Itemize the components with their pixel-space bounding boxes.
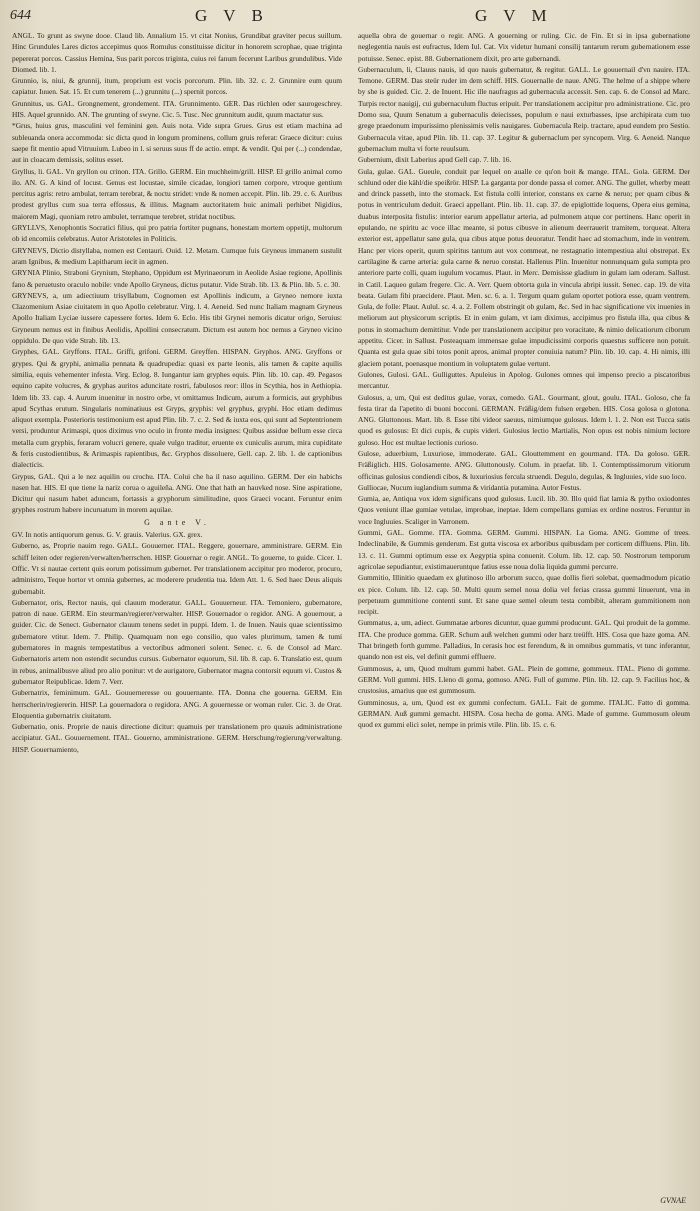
entry-gubernaculum: Gubernaculum, li, Clauus nauis, id quo nauis gubernatur, & regitur. GALL. Le gouuernail d'vn nauire. ITA. Temone. GERM. Das steür ruder im dem schiff. HIS. Gouernalle de naue. ANG. The helme of a shippe where by she is guided. Cic. 2. de Inuent. Hic ille naufragus ad gubernacula accessit. Sen. cap. 6. de Consol ad Marc. Turpis rector nauigij, cui gubernaculum fluctus eripuit. Per translationem accipitur pro administratione. Cic. pro Domo sua, Quum Senatum a gubernaculis deiecisses, populum e naui exturbasses, ipse archipirata cum tuo grege praedonum impurissimo plenissimis velis nauigares. Gubernacula Reip. tractare, apud eundem pro Sestio. Gubernacula vitae, apud Plin. lib. 11. cap. 37. Legitur & gubernaclum per syncopem. Virg. 6. Aeneid. Nanque gubernaclum multa vi forte reuulsum.: [358, 64, 690, 153]
entry-grunnitus: Grunnitus, us. GAL. Grongnement, grondement. ITA. Grunnimento. GER. Das rüchlen oder saurogeschrey. HIS. Aquel grunnido. AN. The grunting of swyne. Cic. 5. Tusc. Nec grunnitum audit, quum mactatur sus.: [12, 98, 342, 120]
entry-gummitio: Gummitio, Illinitio quaedam ex glutinoso illo arborum succo, quae dollis fieri solebat, quemadmodum picatio ex pice. Colum. lib. 12. cap. 50. Multi quum semel noua dolia vel ferias crassa gummi linuerunt, vna in perpetuum gummitione contenti sunt. Et sane quae semel oleum testa combibit, alteram gummitionem non recipit.: [358, 573, 690, 617]
entry-gulones: Gulones, Gulosi. GAL. Gulliguttes. Apuleius in Apolog. Gulones omnes qui impenso precio a piscatoribus mercantur.: [358, 369, 690, 391]
entry-gulose: Gulose, aduerbium, Luxuriose, immoderate. GAL. Glouttemment en gourmand. ITA. Da goloso. GER. Fräßiglich. HIS. Golosamente. ANG. Gluttonously. Colum. in praefat. lib. 1. Contemptissimorum vitiorum officinas gulosius condiendi cibos, & luxuriosius fercula struendi. Degulo, degulas, & Ingluuies, vide suo loco.: [358, 448, 690, 481]
entry-gula: Gula, gulae. GAL. Gueule, conduit par lequel on aualle ce qu'on boit & mange. ITAL. Gola. GERM. Der schlund oder die kähl/die speißrör. HISP. La garganta por donde passa el comer. ANG. The gullet, wherby meatt and drinck passeth, into the stomack. Est fistula colli interior, constans ex carne & neruo; per quam cibus & potus in ventriculum deduit. Graeci appellant. Plin. lib. 11. cap. 37. de epiglottide loquens, Opera eius gemina, duabus interposita fistulis: interior earum appellatur arteria, ad pulmonem atque cor pertinens. Hanc operit in epulando, ne spiritu ac voce illac meante, si potus cibusve in alienum deerrauerit tramitem, torqueat. Altera exterior est, appellatur sane gula, qua cibus atque potus deuoratur. Tendit haec ad stomachum, inde in ventrem. Hanc per vices operit, quum spiritus tantum aut vox commeat, ne restagnatio intempestiua alui obstrepat. Ex cartilagine & carne arteria: gula carne & neruo constat. Hallenus Plin. Inuenitur nonnunquam gula sumpta pro anteriore parte colli, quam iugulum vocamus. Plaut. in Merc. Demisisse gladium in gulam iam oderam. Sallust. in Catil. Laqueo gulam fregere. Cic. A. Verr. Quem obtorta gula in vincula abripi iussit. Senec. cap. 19. de vita beata. Gulam fibi praecidere. Plaut. Men. sc. 6. a. 1. Tergum quam gulam oportet potiora esse, quam ventrem. Gula, de folle: Plaut. Aulul. sc. 4. a. 2. Follem obstringit ob gulam, &c. Sed in hac significatione vix inuenies in meliorum aut physicorum scriptis. Et in enim gulam, vt iam diximus, accipimus pro fistula illa, qua cibus & potus in stomachum demittitur. Vnde per translationem accipitur pro voracitate, & nimio delicatiorum ciborum appetitu. Cicer. in Sallust. Posteaquam immensae gulae impudicissimi corporis quaestus sufficere non potuit. Quanta est gula quae sibi totos ponit apros, animal propter conuiuia natum? Plin. lib. 10. cap. 4. Hi nimis, illi glaciem potant, poenasque montium in voluptatem gulae vertunt.: [358, 166, 690, 368]
entry-gumia: Gumia, ae, Antiqua vox idem significans quod gulosus. Lucil. lib. 30. Illo quid fiat lamia & pytho oxiodontes Quos veniunt illae gumiae vetulae, improbae, ineptae. Idem compellans gumias ex ordine nostros. Feruntur in voce Ingluuies. Scaliger in Varronem.: [358, 494, 690, 526]
entry-gryphes: Gryphes, GAL. Gryffons. ITAL. Griffi, grifoni. GERM. Greyffen. HISPAN. Gryphos. ANG. Gryffons or grypes. Qui & gryphi, animalia pennata & quadrupedia: quasi ex parte leonis, alis tamen & capite aquilis similia, equis vehementer infesta. Virg. Eclog. 8. Iungantur iam gryphes equis. Plin. lib. 10. cap. 49. Pegasos equino capite volucres, & gryphas auritos aduncitate rostri, fabulosos reor: illos in Scythia, hos in Aethiopia. Idem lib. 33. cap. 4. Aurum inuenitur in nostro orbe, vt omittamus Indicum, aurum a formicis, aut gryphibus apud Scythas erutum. Singularis nominatiuus est Gryps, gryphis: vel gryphus, gryphi. Hoc etiam dedimus aliquot exempla. Posterioris testimonium est apud Plin. lib. 7. c. 2. Sed & iuxta eos, qui sunt ad Septentrionem versi, produntur Arimaspi, quos diximus vno oculo in fronte media insignes: Quibus assidue bellum esse circa metalla cum gryphis, feraram volucri genere, quale vulgo traditur, eruente ex cuniculis aurum, mira cupiditate & feris custodientibus, & Arimaspis rapientibus, &c. Gryphos dissoluere, Gell. cap. 2. lib. 1. de captionibus dialecticis.: [12, 347, 342, 470]
entry-gummi: Gummi, GAL. Gomme. ITA. Gomma. GERM. Gummi. HISPAN. La Goma. ANG. Gomme of trees. Indeclinabile, & Gummis genderum. Est gutta viscosa ex arboribus quibusdam per corticem diffluens. Plin. lib. 13. c. 11. Gummi optimum esse ex Aegyptia spina conuenit. Colum. lib. 12. cap. 50. Nostrorum temporum agricolae sepudiantur, existimaueruntque fatius esse noua dolia liquida gummi percurre.: [358, 528, 690, 571]
entry-gubernium: Gubernium, dixit Laberius apud Gell cap. 7. lib. 16.: [358, 155, 512, 165]
entry-gryneus-adj: GRYNEVS, a, um adiectiuum trisyllabum, Cognomen est Apollinis indicum, a Gryneo nemore iuxta Clazomenium Asiae ciuitatem in quo Apollo celebratur. Virg. l. 4. Aeneid. Sed nunc Italiam magnam Gryneus Apollo Italiam Lyciae iussere capessere fortes. Idem 6. Eclo. His tibi Grynei nemoris dicatur origo, Seruius: Gryneum nemus est in finibus Aeolidis, Apollini consecratum. Dictum est autem hoc nemus a Gryneo vicino oppidulo. De quo vide Strab. lib. 13.: [12, 290, 342, 346]
entry-grynia: GRYNIA Plinio, Straboni Grynium, Stephano, Oppidum est Myrinaeorum in Aeolide Asiae regione, Apollinis fano & peruetusto oraculo nobile: vnde Apollo Gryneus, dictus putatur. Vide Strab. lib. 13. & Plin. lib. 5. c. 30.: [12, 268, 342, 289]
running-header: [0, 6, 700, 26]
entry-gubernatio-cont: aquella obra de gouernar o regir. ANG. A gouerning or ruling. Cic. de Fin. Et si in ipsa gubernatione neglegentia nauis est eufractus, Idem Iul. Cat. Vix videtur humani consilij tantarum rerum gubernationem esse potuisse. Senec. epist. 88. Gubernationem dixit, pro arte gubernandi.: [358, 31, 690, 63]
entry-gummosus: Gummosus, a, um, Quod multum gummi habet. GAL. Plein de gomme, gommeux. ITAL. Pieno di gomme. GERM. Voll gummi. HIS. Lleno di goma, gomoso. ANG. Full of gumme. Plin. lib. 12. cap. 9. Facilius hoc, & crustosius, amarius que est gummosum.: [358, 663, 690, 696]
entry-gulliocae: Gulliocae, Nucum iuglandium summa & viridantia putamina. Autor Festus.: [358, 482, 582, 492]
entry-gubernator: Gubernator, oris, Rector nauis, qui clauum moderatur. GALL. Gouuerneur. ITA. Temoniero, gubernatore, patron di naue. GERM. Ein steurman/regierer/verwalter. HISP. Gouernador o regidor. ANG. A gouernour, a guider. Cic. de Senect. Gubernator clauum tenens sedet in puppi. Idem. 1. de Inuen. Nauis quae scientissimo gubernatore vtitur. Idem. 7. Philip. Quamquam non ego consilio, quo vales plurimum, tamen & tumi gubernatores in magnis tempestatibus a vectoribus admoneri solent. Senec. c. 6. de Consol ad Marc. Gubernatoris artem non ostendit secundus cursus. Gubernator equorum, Sil. lib. 8. cap. 6. Translatio est, quum in rebus, animalibusve aliud pro alio ponitur: vt de aurigatore, Gubernator magna contorsit equum vi. Custos & gubernator Reipublicae. Idem 7. Verr.: [12, 597, 342, 686]
entry-grypus: Grypus, GAL. Qui a le nez aquilin ou crochu. ITA. Colui che ha il naso aquilino. GERM. Der ein habichs nasen hat. HIS. El que tiene la nariz corua o aguileña. ANG. One that hath an hauvked nose. Sine aspiratione, Dicitur qui nasum habet aduncum, fortassis a gryphorum similitudine, quos Graeci vocant. Feruntur enim gryphes rostrum habere incuruatum in morem aquilae.: [12, 471, 342, 515]
entry-gryneus: GRYNEVS, Dictio distyllaba, nomen est Centauri. Ouid. 12. Metam. Cumque fuis Gryneus immanem sustulit aram Ignibus, & medium Lapitharum iecit in agmen.: [12, 245, 342, 266]
entry-gryllus: Gryllus, li. GAL. Vn gryllon ou crinon. ITA. Grillo. GERM. Ein muchheim/grill. HISP. El grillo animal como ilo. AN. G. A kind of locust. Genus est locustae, simile cicadae, longiori tamen corpore, vtroque gentium percitus agris: retro ambulat, terram terebrat, & noctu stridet: vnde & nomen accepit. Plin. lib. 29. c. 6. Auribus prodest gryllus cum sua terra effossus, & illitus. Magnam auctoritatem huic animali perhibet Nigidius, maiorem Magi, quoniam retro ambulet, terramque terebret, stridat noctibus.: [12, 166, 342, 221]
entry-grus: *Grus, huius grus, masculini vel feminini gen. Auis nota. Vide supra Grues. Grus est etiam machina ad subleuanda onera accommoda: sic dicta quod in longum prominens, collum gruis referat: Graece dicitur: cuius saepe fit mentio apud Vitruuium. Lubeo in l. si seruus suus ff de actio. empt. & vendit. Qui per (...) condendae, aut in cloacam demissis, solitus esset.: [12, 121, 342, 165]
catchword: GVNAE: [660, 1196, 686, 1205]
left-column: [12, 30, 342, 755]
entry-grunnio: Grunnio, is, niui, & grunnij, itum, proprium est vocis porcorum. Plin. lib. 32. c. 2. Grunnire eum quum capiatur. Iuuen. Sat. 15. Et cum tenerem (...) grunnitu (...) spernit porcos.: [12, 76, 342, 97]
entry-gumminosus: Gumminosus, a, um, Quod est ex gummi confectum. GALL. Fait de gomme. ITALIC. Fatto di gomma. GERMAN. Auß gummi gemacht. HISPA. Cosa hecha de goma. ANG. Made of gumme. Gummosum oleum quod ex gummi elici solet, nempe in primis vtile. Plin. lib. 15. c. 6.: [358, 697, 690, 730]
page-number: 644: [10, 8, 31, 23]
entry-gubernatio: Gubernatio, onis. Proprie de nauis directione dicitur: quamuis per translationem pro quauis administratione accipiatur. GAL. Gouuernement. ITAL. Gouerno, amministratione. GERM. Herschung/regierung/verwaltung. HISP. Gouernamiento,: [12, 722, 342, 754]
entry-gubernatrix: Gubernatrix, feminimum. GAL. Gouuerneresse ou gouuernante. ITA. Donna che gouerna. GERM. Ein herrscherin/regiererin. HISP. La gouernadora o regidora. ANG. A gouernesse or woman ruler. Cic. 3. de Orat. Eloquentia gubernatrix ciuitatum.: [12, 688, 342, 720]
right-column: [358, 30, 690, 730]
section-heading: G ante V.: [144, 517, 210, 527]
left-running-title: G V B: [195, 6, 269, 25]
right-running-title: G V M: [475, 6, 553, 25]
entry-gulosus: Gulosus, a, um, Qui est deditus gulae, vorax, comedo. GAL. Gourmant, glout, goulu. ITAL. Goloso, che fa festa tirar da l'apetito di buoni bocconi. GERMAN. Fräßig/dem fulsen ergeben. HIS. Cosa golosa o glotona. ANG. Gluttonous. Mart. lib. 8. Esse tibi videor saeuus, nimiumque gulosus. Idem l. 1. 2. Non est Tucca satis quod es gulosus: Et dici cupis, & cupis videri. Gulosius lectio Martialis, Non opus est nobis nimium lectore guloso. Hoc est multae lectionis curioso.: [358, 392, 690, 447]
entry-gryllus-xenophon: GRYLLVS, Xenophontis Socratici filius, qui pro patria fortiter pugnans, honestam mortem oppetijt, multorum ob id encomiis celebratus. Autor Aristoteles in Politicis.: [12, 223, 342, 244]
entry-guberno: Guberno, as, Proprie nauim rego. GALL. Gouuerner. ITAL. Reggere, gouernare, amministrare. GERM. Ein schiff leiten oder regieren/verwalten/herrschen. HISP. Gouernar o regir. ANGL. To gouerne, to guide. Cicer. 1. Offic. Vt si nautae certent quis eorum potissimum gubernet. Per translationem accipitur pro moderor, procuro, administro, Teque hortor vt omnia gubernes, ac moderere prudentia tua. Idem Att. 1. 6. Sed haec Deus aliquis gubernabit.: [12, 541, 342, 596]
entry-gummatus: Gummatus, a, um, adiect. Gummatae arbores dicuntur, quae gummi producunt. GAL. Qui produit de la gomme. ITA. Che produce gomma. GER. Schum auß welchen gummi oder harz treüfft. HIS. Cosa que haze goma. AN. That bringeth forth gumme. Palladius, In cerasis hoc est ferendum, & in omnibus gummatis, vt tunc inferantur, quando non est eis, vel definit gummi effluere.: [358, 618, 690, 662]
entry-grundio: ANGL. To grunt as swyne dooe. Claud lib. Annalium 15. vt citat Nonius, Grundibat graviter pecus suillum. Hinc Grundules Lares dictos accepimus quos Romulus constituisse dicitur in honorem scrophae, quae triginta pepererat porcos. Cassius Hemina, Sus parit porcos triginta, cuius rei fanum fecerunt Laribus grundulibus. Vide Diomed. lib. 1.: [12, 31, 342, 74]
entry-gv: GV. In notis antiquorum genus. G. V. grauis. Valerius. GX. grex.: [12, 530, 203, 540]
